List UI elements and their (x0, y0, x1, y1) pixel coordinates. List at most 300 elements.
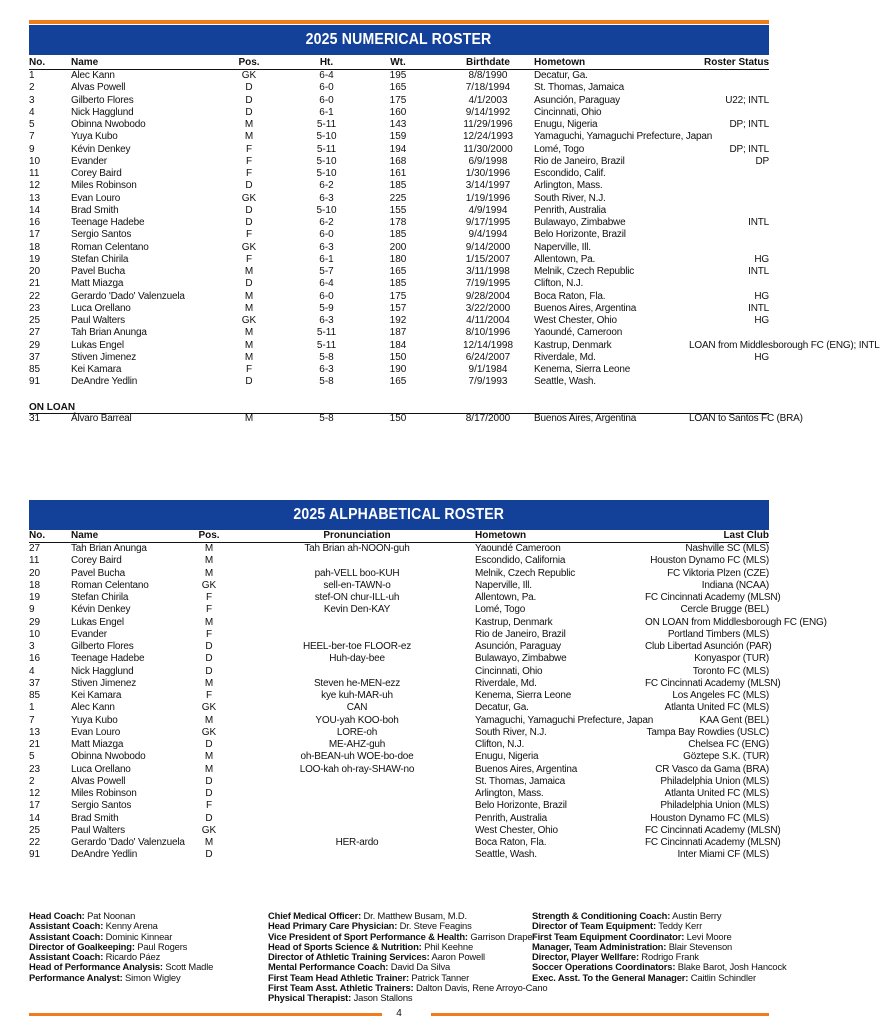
cell-weight: 185 (389, 180, 407, 192)
cell-birthdate: 8/8/1990 (468, 70, 508, 81)
cell-name: Alvas Powell (71, 82, 126, 94)
staff-role: Assistant Coach: (29, 951, 104, 963)
table-row (29, 837, 769, 849)
cell-pronunciation: CAN (346, 702, 368, 714)
cell-hometown: Allentown, Pa. (534, 253, 596, 265)
table-row (29, 144, 769, 156)
cell-roster-status: U22; INTL (725, 94, 769, 106)
cell-pronunciation (239, 776, 475, 788)
cell-hometown: Enugu, Nigeria (534, 119, 598, 130)
cell-weight: 168 (389, 155, 407, 167)
cell-position: D (205, 849, 213, 861)
table-row (29, 95, 769, 107)
cell-pronunciation: Kevin Den-KAY (323, 604, 391, 616)
cell-hometown: West Chester, Ohio (475, 824, 558, 836)
table-row (29, 555, 769, 567)
cell-last-club: Atlanta United FC (MLS) (664, 702, 769, 714)
staff-person: Dr. Matthew Busam, M.D. (363, 910, 467, 921)
cell-hometown: Buenos Aires, Argentina (534, 302, 637, 314)
cell-number: 91 (29, 376, 41, 388)
cell-height: 5-10 (316, 155, 337, 167)
cell-position: M (204, 543, 214, 554)
cell-roster-status: LOAN from Middlesborough FC (ENG); INTL (689, 339, 880, 351)
cell-birthdate: 4/1/2003 (468, 94, 508, 106)
cell-hometown: Belo Horizonte, Brazil (534, 229, 626, 241)
cell-roster-status (689, 376, 769, 388)
table-row (29, 70, 769, 83)
staff-person: Dominic Kinnear (105, 930, 173, 942)
cell-number: 85 (29, 690, 41, 701)
cell-position: F (245, 143, 253, 155)
cell-pronunciation (239, 825, 475, 837)
cell-height: 6-0 (319, 94, 334, 106)
cell-height: 6-1 (319, 106, 334, 118)
table-row (29, 180, 769, 192)
staff-person: Phil Keehne (424, 940, 474, 952)
cell-last-club: Toronto FC (MLS) (692, 665, 769, 677)
cell-birthdate: 7/18/1994 (465, 82, 511, 94)
col-header-ht: Ht. (299, 57, 354, 70)
cell-birthdate: 6/24/2007 (465, 351, 511, 363)
table-row (29, 303, 769, 315)
cell-number: 7 (29, 714, 35, 726)
cell-name: Miles Robinson (71, 180, 137, 192)
cell-name: Gerardo 'Dado' Valenzuela (71, 837, 185, 848)
bottom-accent-line-left (29, 1013, 382, 1016)
cell-birthdate: 3/14/1997 (465, 180, 511, 192)
table-row (29, 119, 769, 131)
cell-name: Gilberto Flores (71, 641, 134, 652)
cell-weight: 165 (389, 266, 407, 277)
cell-roster-status (689, 168, 769, 180)
cell-name: Kévin Denkey (71, 604, 131, 616)
cell-hometown: Cincinnati, Ohio (475, 665, 543, 677)
cell-number: 17 (29, 800, 41, 812)
cell-roster-status: INTL (748, 302, 769, 314)
table-row (29, 131, 769, 143)
cell-roster-status (689, 242, 769, 254)
staff-person: Caitlin Schindler (690, 971, 756, 983)
table-row (29, 641, 769, 653)
table-row (29, 617, 769, 629)
cell-weight: 150 (389, 351, 407, 363)
cell-number: 9 (29, 143, 35, 155)
cell-pronunciation: oh-BEAN-uh WOE-bo-doe (300, 751, 414, 763)
cell-roster-status (689, 327, 769, 339)
cell-birthdate: 9/14/1992 (465, 106, 511, 118)
cell-number: 25 (29, 824, 41, 836)
on-loan-label: ON LOAN (29, 402, 76, 413)
staff-role: Head Coach: (29, 910, 85, 921)
cell-hometown: Escondido, Calif. (534, 168, 606, 179)
cell-hometown: Melnik, Czech Republic (475, 567, 576, 579)
cell-position: F (205, 628, 213, 640)
cell-position: F (205, 800, 213, 812)
cell-birthdate: 9/28/2004 (465, 290, 511, 302)
numerical-roster-table (29, 57, 880, 389)
cell-position: D (245, 94, 253, 106)
cell-hometown: Bulawayo, Zimbabwe (534, 217, 626, 228)
cell-name: Evan Louro (71, 726, 121, 738)
cell-hometown: Melnik, Czech Republic (534, 266, 635, 277)
cell-number: 16 (29, 217, 41, 228)
cell-weight: 165 (389, 82, 407, 94)
cell-roster-status (689, 229, 769, 241)
cell-position: D (205, 788, 213, 799)
cell-hometown: Lomé, Togo (475, 604, 526, 616)
cell-number: 91 (29, 849, 41, 861)
cell-hometown: Riverdale, Md. (534, 351, 596, 363)
cell-pronunciation (239, 849, 475, 861)
staff-person: Blair Stevenson (668, 940, 733, 952)
cell-pronunciation: Huh-day-bee (329, 653, 385, 665)
cell-position: M (244, 351, 254, 363)
cell-position: D (245, 82, 253, 94)
cell-position: F (245, 229, 253, 241)
cell-pronunciation (239, 813, 475, 825)
cell-number: 17 (29, 229, 41, 241)
cell-hometown: Buenos Aires, Argentina (475, 763, 578, 775)
cell-position: M (244, 327, 254, 339)
cell-number: 27 (29, 543, 41, 554)
cell-pronunciation (239, 629, 475, 641)
cell-weight: 187 (389, 327, 407, 339)
cell-height: 5-8 (319, 351, 334, 363)
staff-entry (29, 973, 213, 983)
cell-last-club: Tampa Bay Rowdies (USLC) (646, 726, 769, 738)
cell-hometown: St. Thomas, Jamaica (475, 775, 565, 787)
numerical-roster-title: 2025 NUMERICAL ROSTER (29, 25, 769, 55)
cell-pronunciation: HEEL-ber-toe FLOOR-ez (302, 641, 412, 652)
cell-name: Pavel Bucha (71, 266, 125, 277)
cell-position: M (244, 119, 254, 130)
cell-roster-status: DP (755, 155, 769, 167)
staff-role: Head of Sports Science & Nutrition: (268, 940, 422, 952)
cell-pronunciation: pah-VELL boo-KUH (314, 567, 400, 579)
cell-number: 12 (29, 788, 41, 799)
cell-name: Nick Hagglund (71, 665, 134, 677)
table-row (29, 825, 769, 837)
cell-number: 14 (29, 812, 41, 824)
cell-number: 13 (29, 192, 41, 204)
cell-last-club: FC Cincinnati Academy (MLSN) (645, 837, 781, 848)
cell-name: Paul Walters (71, 315, 125, 326)
cell-height: 6-3 (319, 241, 334, 253)
cell-number: 14 (29, 204, 41, 216)
cell-weight: 160 (389, 106, 407, 118)
alphabetical-roster-body (29, 543, 827, 862)
staff-role: First Team Equipment Coordinator: (532, 930, 685, 942)
cell-name: Stiven Jimenez (71, 351, 137, 363)
cell-birthdate: 4/11/2004 (466, 315, 510, 326)
cell-position: M (204, 677, 214, 689)
cell-birthdate: 8/10/1996 (465, 327, 511, 339)
cell-name: Teenage Hadebe (71, 653, 145, 665)
cell-height: 6-0 (319, 290, 334, 302)
cell-height: 5-9 (319, 302, 334, 314)
cell-weight: 192 (389, 315, 407, 326)
staff-role: Strength & Conditioning Coach: (532, 910, 671, 921)
cell-name: Stefan Chirila (71, 592, 129, 603)
cell-last-club: FC Cincinnati Academy (MLSN) (645, 824, 781, 836)
staff-role: First Team Asst. Athletic Trainers: (268, 982, 414, 994)
cell-birthdate: 9/14/2000 (465, 241, 511, 253)
cell-pronunciation: Tah Brian ah-NOON-guh (304, 543, 410, 554)
cell-roster-status (689, 364, 769, 376)
cell-name: Kei Kamara (71, 690, 122, 701)
cell-number: 4 (29, 106, 35, 118)
cell-number: 18 (29, 241, 41, 253)
page-number: 4 (396, 1008, 402, 1019)
cell-name: Corey Baird (71, 168, 122, 179)
cell-weight: 178 (389, 217, 407, 228)
cell-number: 37 (29, 351, 41, 363)
cell-roster-status (689, 82, 769, 94)
cell-pronunciation: YOU-yah KOO-boh (315, 714, 399, 726)
cell-last-club: Cercle Brugge (BEL) (680, 604, 769, 616)
cell-height: 6-2 (319, 180, 334, 192)
col-header-roster-status: Roster Status (689, 57, 769, 70)
cell-name: Stefan Chirila (71, 253, 129, 265)
cell-position: GK (241, 241, 257, 253)
cell-hometown: Lomé, Togo (534, 143, 585, 155)
cell-position: D (245, 180, 253, 192)
table-row (29, 580, 769, 592)
cell-number: 3 (29, 641, 35, 652)
table-row (29, 278, 769, 290)
cell-weight: 185 (389, 278, 407, 290)
cell-name: Roman Celentano (71, 579, 149, 591)
cell-height: 6-0 (319, 82, 334, 94)
cell-number: 29 (29, 616, 41, 628)
cell-height: 5-11 (316, 327, 337, 339)
cell-birthdate: 9/17/1995 (465, 217, 511, 228)
cell-roster-status: HG (754, 290, 769, 302)
staff-person: Teddy Kerr (658, 920, 703, 932)
table-row (29, 764, 769, 776)
cell-weight: 175 (389, 94, 407, 106)
cell-birthdate: 9/4/1994 (468, 229, 508, 241)
cell-pronunciation: HER-ardo (335, 837, 379, 848)
cell-last-club: FC Cincinnati Academy (MLSN) (645, 592, 781, 603)
cell-name: Luca Orellano (71, 763, 131, 775)
cell-position: GK (201, 702, 217, 714)
cell-position: M (244, 339, 254, 351)
cell-name: Álvaro Barreal (71, 413, 132, 424)
staff-column-coaching (29, 911, 213, 983)
cell-last-club: FC Viktoria Plzen (CZE) (667, 567, 769, 579)
cell-weight: 180 (389, 253, 407, 265)
cell-pronunciation (239, 666, 475, 678)
table-row (29, 266, 769, 278)
staff-person: Garrison Draper (470, 930, 536, 942)
cell-weight: 165 (389, 376, 407, 388)
table-row (29, 813, 769, 825)
cell-roster-status: INTL (748, 217, 769, 228)
cell-weight: 225 (389, 192, 407, 204)
cell-name: Tah Brian Anunga (71, 543, 147, 554)
cell-position: F (205, 690, 213, 701)
cell-number: 19 (29, 253, 41, 265)
cell-birthdate: 11/30/2000 (463, 143, 513, 155)
cell-height: 5-7 (319, 266, 334, 277)
cell-name: Alec Kann (71, 70, 115, 81)
staff-role: Director of Athletic Training Services: (268, 951, 430, 963)
cell-hometown: Decatur, Ga. (475, 702, 529, 714)
staff-person: Pat Noonan (87, 910, 136, 921)
cell-last-club: Philadelphia Union (MLS) (660, 775, 769, 787)
staff-role: Head of Performance Analysis: (29, 961, 163, 973)
staff-role: Performance Analyst: (29, 971, 123, 983)
cell-number: 10 (29, 628, 41, 640)
cell-roster-status (689, 70, 769, 83)
cell-number: 16 (29, 653, 41, 665)
staff-column-operations (532, 911, 787, 983)
staff-person: Levi Moore (686, 930, 732, 942)
cell-number: 12 (29, 180, 41, 192)
cell-birthdate: 6/9/1998 (468, 155, 508, 167)
cell-number: 23 (29, 302, 41, 314)
table-row (29, 739, 769, 751)
staff-role: Vice President of Sport Performance & Health: (268, 930, 468, 942)
cell-number: 11 (29, 555, 40, 567)
cell-name: Brad Smith (71, 812, 119, 824)
table-row (29, 156, 769, 168)
cell-pronunciation: LOO-kah oh-ray-SHAW-no (299, 763, 415, 775)
cell-position: D (205, 653, 213, 665)
table-row (29, 568, 769, 580)
cell-roster-status: LOAN to Santos FC (BRA) (689, 413, 803, 424)
table-row (29, 666, 769, 678)
table-row (29, 690, 769, 702)
cell-number: 11 (29, 168, 40, 179)
cell-hometown: Penrith, Australia (534, 204, 606, 216)
table-row (29, 327, 769, 339)
cell-name: Matt Miazga (71, 739, 124, 750)
cell-hometown: Clifton, N.J. (475, 739, 525, 750)
cell-position: GK (241, 70, 257, 81)
cell-name: Brad Smith (71, 204, 119, 216)
table-row (29, 82, 769, 94)
cell-pronunciation: sell-en-TAWN-o (323, 579, 391, 591)
table-row (29, 715, 769, 727)
cell-name: Roman Celentano (71, 241, 149, 253)
cell-position: D (205, 812, 213, 824)
cell-position: D (245, 376, 253, 388)
staff-person: Aaron Powell (431, 951, 485, 963)
cell-hometown: Arlington, Mass. (475, 788, 544, 799)
cell-hometown: Kenema, Sierra Leone (475, 690, 572, 701)
table-row (29, 242, 769, 254)
cell-hometown: Buenos Aires, Argentina (534, 413, 637, 424)
table-row (29, 678, 769, 690)
cell-name: Kévin Denkey (71, 143, 131, 155)
cell-number: 37 (29, 677, 41, 689)
cell-last-club: Houston Dynamo FC (MLS) (650, 812, 769, 824)
col-header-pos: Pos. (179, 530, 239, 543)
cell-name: Alvas Powell (71, 775, 126, 787)
table-row (29, 376, 769, 388)
staff-person: Scott Madle (165, 961, 214, 973)
staff-role: Manager, Team Administration: (532, 940, 667, 952)
staff-entry (532, 973, 787, 983)
table-row (29, 727, 769, 739)
cell-position: GK (241, 315, 257, 326)
cell-number: 20 (29, 567, 41, 579)
cell-last-club: Los Angeles FC (MLS) (672, 690, 769, 701)
cell-number: 20 (29, 266, 41, 277)
cell-name: Luca Orellano (71, 302, 131, 314)
cell-weight: 161 (389, 168, 407, 179)
cell-pronunciation (239, 800, 475, 812)
cell-number: 2 (29, 775, 35, 787)
table-row (29, 604, 769, 616)
staff-person: Dalton Davis, Rene Arroyo-Cano (415, 982, 548, 994)
cell-last-club: Chelsea FC (ENG) (688, 739, 769, 750)
cell-number: 10 (29, 155, 41, 167)
col-header-pos: Pos. (199, 57, 299, 70)
table-row (29, 193, 769, 205)
cell-name: Yuya Kubo (71, 131, 118, 143)
cell-hometown: Kenema, Sierra Leone (534, 364, 631, 375)
cell-hometown: Penrith, Australia (475, 812, 547, 824)
cell-hometown: Kastrup, Denmark (475, 616, 553, 628)
cell-last-club: CR Vasco da Gama (BRA) (655, 763, 769, 775)
cell-position: M (204, 555, 214, 567)
col-header-name: Name (71, 530, 179, 543)
cell-number: 19 (29, 592, 41, 603)
cell-height: 6-3 (319, 192, 334, 204)
cell-hometown: Decatur, Ga. (534, 70, 588, 81)
cell-position: M (204, 567, 214, 579)
cell-position: GK (241, 192, 257, 204)
cell-last-club: Göztepe S.K. (TUR) (683, 751, 769, 763)
bottom-accent-line-right (431, 1013, 769, 1016)
cell-pronunciation: Steven he-MEN-ezz (313, 677, 401, 689)
cell-number: 25 (29, 315, 41, 326)
cell-weight: 194 (389, 143, 407, 155)
cell-height: 6-2 (319, 217, 334, 228)
cell-pronunciation: LORE-oh (336, 726, 378, 738)
cell-pronunciation: kye kuh-MAR-uh (321, 690, 393, 701)
table-row (29, 352, 769, 364)
cell-number: 27 (29, 327, 41, 339)
cell-pronunciation: ME-AHZ-guh (328, 739, 386, 750)
col-header-hometown: Hometown (534, 57, 689, 70)
cell-birthdate: 4/9/1994 (468, 204, 508, 216)
col-header-name: Name (71, 57, 199, 70)
col-header-no: No. (29, 530, 71, 543)
table-row (29, 543, 769, 556)
cell-birthdate: 3/22/2000 (465, 302, 511, 314)
cell-hometown: Seattle, Wash. (534, 376, 596, 388)
cell-position: M (244, 131, 254, 143)
cell-position: F (245, 155, 253, 167)
staff-person: Simon Wigley (125, 971, 181, 983)
cell-number: 3 (29, 94, 35, 106)
cell-position: M (244, 266, 254, 277)
cell-pronunciation (239, 555, 475, 567)
cell-hometown: Naperville, Ill. (534, 241, 591, 253)
cell-last-club: Portland Timbers (MLS) (667, 628, 769, 640)
cell-height: 6-3 (319, 315, 334, 326)
cell-height: 5-11 (316, 339, 337, 351)
cell-hometown: Naperville, Ill. (475, 579, 532, 591)
cell-hometown: Boca Raton, Fla. (475, 837, 547, 848)
col-header-wt: Wt. (354, 57, 442, 70)
cell-name: Gilberto Flores (71, 94, 134, 106)
cell-height: 5-11 (316, 143, 337, 155)
